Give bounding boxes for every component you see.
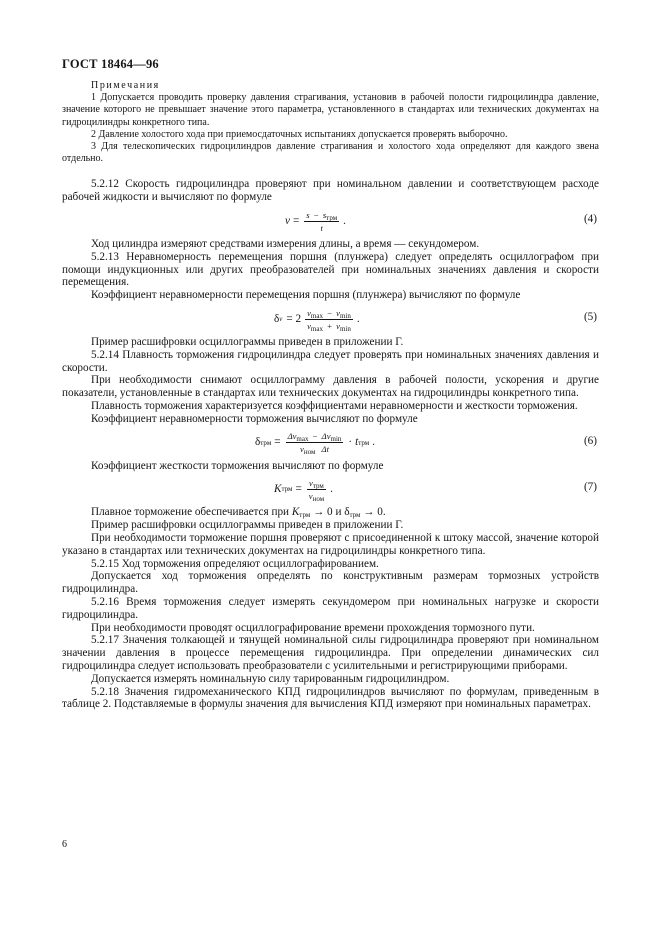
formula-4-eq: =	[292, 214, 300, 227]
formula-6-t: t	[355, 436, 359, 449]
formula-6-den-a-sub: ном	[303, 448, 316, 457]
formula-6-num-b: Δv	[321, 431, 331, 442]
formula-7-num: v	[309, 477, 313, 488]
note-item-1: 1 Допускается проводить проверку давления страгивания, установив в рабочей полости гидроцилиндра давление, значение которого не превышает значение этого параметра, установленного в стандартах или технических документах на гидроцилиндры конкретного типа.	[62, 92, 599, 128]
paragraph-allowed: Допускается ход торможения определять по конструктивным размерам тормозных устройств гидроцилиндра.	[62, 570, 599, 596]
formula-4-num-s2: s	[322, 209, 327, 220]
notes-block	[62, 80, 599, 165]
formula-5-num-a: v	[307, 307, 311, 318]
formula-5-fraction	[305, 308, 353, 331]
formula-5-eq: = 2	[286, 312, 302, 325]
formula-4-den: t	[320, 222, 323, 233]
smooth-condition-d-sub: трм	[349, 511, 361, 520]
paragraph-5-2-17: 5.2.17 Значения толкающей и тянущей номинальной силы гидроцилиндра проверяют при номинальном значении давления в процессе перемещения гидроцилиндра. При определении динамических сил гидроцилиндра следует использовать преобразователи с усилительными и регистрирующими приборами.	[62, 634, 599, 672]
formula-6-dot: ·	[348, 436, 353, 449]
formula-7-end: .	[330, 482, 333, 495]
page-number: 6	[62, 839, 67, 850]
paragraph-stroke: Ход цилиндра измеряют средствами измерения длины, а время — секундомером.	[91, 238, 480, 251]
paragraph-smoothness: Плавность торможения характеризуется коэффициентами неравномерности и жесткости торможения.	[91, 399, 578, 412]
formula-6-eq: =	[274, 436, 281, 449]
paragraph-example-1: Пример расшифровки осциллограммы приведен в приложении Г.	[91, 336, 404, 348]
formula-5-num-b: v	[336, 307, 340, 318]
page-content	[62, 80, 599, 711]
note-item-2: 2 Давление холостого хода при приемосдаточных испытаниях допускается проверять выборочно.	[91, 128, 508, 140]
formula-6-num-a: Δv	[287, 431, 297, 442]
paragraph-5-2-16: 5.2.16 Время торможения следует измерять секундомером при номинальных нагрузке и скорости гидроцилиндра.	[62, 595, 599, 621]
formula-5-num-a-sub: max	[310, 311, 323, 320]
formula-6-fraction	[286, 431, 344, 457]
formula-7-num-sub: трм	[312, 481, 324, 490]
smooth-condition-arrow-2: → 0.	[363, 506, 386, 519]
formula-5-num-op: −	[327, 307, 332, 318]
formula-7-den-sub: ном	[312, 494, 325, 503]
paragraph-if-needed-3: При необходимости проводят осциллографирование времени прохождения тормозного пути.	[91, 621, 535, 634]
formula-5-den-b: v	[336, 320, 340, 331]
smooth-condition-k: K	[291, 506, 300, 519]
formula-4-num-s: s	[306, 209, 310, 220]
notes-title: Примечания	[91, 80, 160, 91]
formula-5-num-b-sub: min	[339, 311, 351, 320]
formula-7-fraction	[307, 478, 326, 501]
paragraph-5-2-13: 5.2.13 Неравномерность перемещения поршня (плунжера) следует определять осциллографом при помощи индукционных или других преобразователей при номинальных значениях давления и скорости перемещения.	[62, 250, 599, 289]
formula-6-lhs: δ	[255, 436, 261, 449]
formula-4-num-minus: −	[313, 209, 319, 220]
formula-5-den-op: +	[327, 320, 332, 331]
body-text	[62, 178, 599, 711]
formula-7-eq: =	[295, 482, 302, 495]
paragraph-if-needed: При необходимости снимают осциллограмму давления в рабочей полости, ускорения и другие показатели, установленные в стандартах или технических документах на гидроцилиндры конкретного типа.	[62, 374, 599, 400]
formula-5-number: (5)	[583, 311, 597, 323]
note-item-3: 3 Для телескопических гидроцилиндров давление страгивания и холостого хода определяют для каждого звена отдельно.	[62, 141, 599, 165]
formula-4	[62, 204, 599, 238]
formula-6-num-b-sub: min	[330, 435, 342, 444]
formula-4-num-s2-sub: трм	[326, 213, 338, 222]
formula-4-fraction	[304, 210, 339, 233]
paragraph-smooth-condition	[62, 506, 599, 519]
smooth-condition-arrow-1: → 0 и δ	[313, 506, 350, 519]
paragraph-if-needed-2: При необходимости торможение поршня проверяют с присоединенной к штоку массой, значение которой указано в стандартах или технических документах на гидроцилиндры конкретного типа.	[62, 531, 599, 557]
formula-7-den: v	[308, 490, 313, 501]
paragraph-allowed-2: Допускается измерять номинальную силу тарированным гидроцилиндром.	[91, 672, 450, 685]
formula-7-number: (7)	[583, 481, 597, 494]
standard-header: ГОСТ 18464—96	[62, 57, 159, 71]
paragraph-5-2-14: 5.2.14 Плавность торможения гидроцилиндра следует проверять при номинальных значениях давления и скорости.	[62, 348, 599, 374]
paragraph-coef-brake-uneven: Коэффициент неравномерности торможения вычисляют по формуле	[91, 412, 418, 425]
paragraph-coef-uneven: Коэффициент неравномерности перемещения поршня (плунжера) вычисляют по формуле	[91, 289, 521, 302]
formula-5-lhs: δ	[274, 312, 280, 325]
paragraph-coef-stiff: Коэффициент жесткости торможения вычисляют по формуле	[91, 459, 384, 472]
formula-4-number: (4)	[583, 213, 597, 226]
smooth-condition-prefix: Плавное торможение обеспечивается при	[91, 506, 290, 519]
formula-6-num-op: −	[312, 431, 318, 442]
smooth-condition-k-sub: трм	[299, 511, 311, 520]
paragraph-example-2: Пример расшифровки осциллограммы приведен в приложении Г.	[91, 519, 404, 532]
formula-6-num-a-sub: max	[296, 435, 309, 444]
formula-6-den-a: v	[300, 444, 304, 455]
formula-6-end: .	[372, 436, 376, 449]
formula-6-number: (6)	[583, 434, 597, 447]
formula-4-end: .	[343, 214, 346, 227]
formula-6-den-b: Δt	[321, 444, 329, 455]
paragraph-5-2-12: 5.2.12 Скорость гидроцилиндра проверяют при номинальном давлении и соответствующем расходе рабочей жидкости и вычисляют по формуле	[62, 178, 599, 204]
formula-5: δ v = 2 $\frac{v_{max} - v_{min}}{v_{max} + v_{min}}$ . (5)	[274, 307, 597, 333]
formula-5-den-a: v	[307, 320, 311, 331]
formula-7: K трм = $\frac{v_{трм}}{v_{ном}}$ . (7)	[274, 477, 597, 503]
formula-6: δ трм = $\frac{\Delta v_{max} - \Delta v_{min}}{v_{ном} \Delta t}$ · t трм . (6)	[255, 431, 597, 457]
paragraph-5-2-15: 5.2.15 Ход торможения определяют осциллографированием.	[91, 557, 379, 570]
paragraph-5-2-18: 5.2.18 Значения гидромеханического КПД гидроцилиндров вычисляют по формулам, приведенным в таблице 2. Подставляемые в формулы значения для вычисления КПД измеряют при номинальных параметрах.	[62, 685, 599, 711]
formula-5-end: .	[356, 312, 360, 325]
formula-7-lhs: K	[274, 482, 282, 495]
formula-5-den-b-sub: min	[339, 324, 351, 333]
formula-5-den-a-sub: max	[310, 324, 323, 333]
formula-4-lhs: v	[285, 214, 290, 227]
